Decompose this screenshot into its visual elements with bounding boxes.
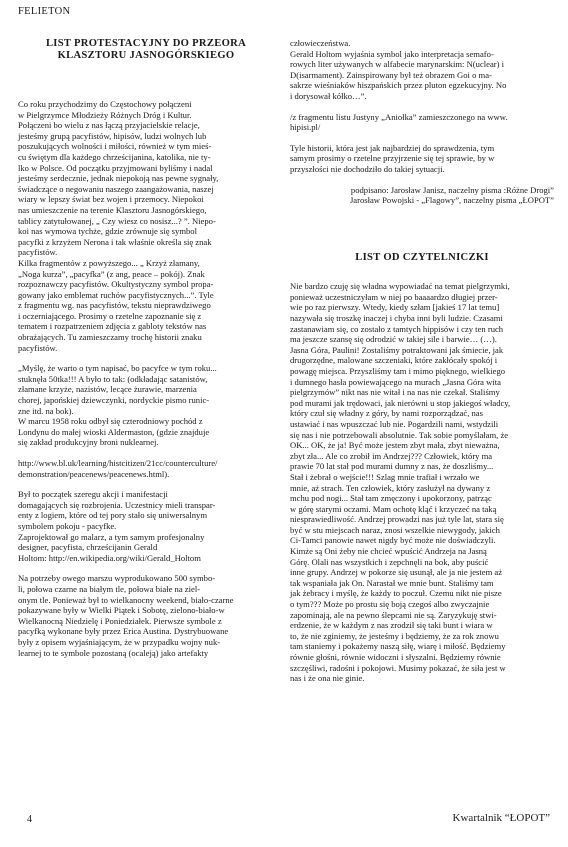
protest-letter-title: LIST PROTESTACYJNY DO PRZEORA KLASZTORU JASNOGÓRSKIEGO — [45, 38, 247, 61]
paragraph: „Myślę, że warto o tym napisać, bo pacyfce w tym roku... stuknęła 50tka!!! A było to tak: (odkładając satanistów, złamane krzyże, nazistów, lecące żurawie, marzenia chorej, japońskiej dziewczynki, nordyckie pismo runic- zne itd. na bok). W marcu 1958 roku odbył się czterodniowy pochód z Londynu do małej wioski Aldermaston, (gdzie znajduje się zakład produkcyjny broni nuklearnej. — [18, 363, 217, 448]
reader-letter-text: Nie bardzo czuję się władna wypowiadać na temat pielgrzymki, ponieważ uczestniczyłam w niej po baaaardzo długiej przer- wie po raz pierwszy. Wtedy, kiedy szłam [jakieś 17 lat temu] nazywała się troszkę inaczej i chyba inni byli ludzie. Czasami zastanawiam się, co zostało z tamtych hippisów i czy ten ruch ma jeszcze szansę się odrodzić w takiej sile i barwie… (…). Jasna Góra, Paulini! Zostaliśmy potraktowani jak śmiecie, jak drugorzędne, malowane szczeniaki, które zakłócały spokój i powagę miejsca. Przyszliśmy tam i mimo pięknego, wielkiego i dumnego hasła powiewającego na murach „Jasna Góra wita pielgrzymów” nikt nas nie witał i na nas nie czekał. Staliśmy pod murami jak trędowaci, jak nierówni u stop jakiegoś władcy, który czuł się władny z góry, by nami rozporządzać, nas ustawiać i nas wpuszczać lub nie. Pogardzili nami, wstydzili się nas i nie potrzebowali absolutnie. Tak sobie pomyślałam, że OK... OK, że ja! Być może jestem zbyt mała, zbyt nieważna, zbyt zła... Ale co zrobił im Andrzej??? Człowiek, który ma prawie 70 lat stał pod murami dumny z nas, że doszliśmy... Stał i żebrał o wejście!!! Szlag mnie trafiał i wrzało we mnie, aż strach. Ten człowiek, który zasłużył na dywany z mchu pod nogi... Stał tam zmęczony i upokorzony, patrząc w górę starymi oczami. Mam ochotę kląć i krzyczeć na taką niesprawiedliwość. Andrzej prowadzi nas już tyle lat, stara się być w stu miejscach naraz, znosi wszelkie niewygody, jakich Ci-Tamci panowie nawet nigdy być może nie doświadczyli. Kimże są Oni żeby nie chcieć wpuścić Andrzeja na Jasną Górę. Olali nas wszystkich i zepchnęli na bok, aby puścić inne grupy. Andrzej w pokorze się usunął, ale ja nie jestem aż tak wspaniała jak On. Narastał we mnie bunt. Staliśmy tam jak żebracy i myślę, że każdy to poczuł. Czemu nikt nie pisze o tym??? Może po prostu się boją czegoś albo zwyczajnie zapominają, ale na pewno ślepcami nie są. Zaryzykuję stwi- erdzenie, że w każdym z nas zrodził się taki bunt i wiara w to, że nie zginiemy, że jesteśmy i będziemy, że za rok znowu tam staniemy i pokażemy naszą siłę, wiarę i miłość. Będziemy równie głośni, równie widoczni i słyszalni. Będziemy równie szczęśliwi, radośni i pokojowi. Musimy pokazać, że siła jest w nas i że ona nie ginie. — [290, 281, 511, 684]
paragraph: Co roku przychodzimy do Częstochowy połączeni w Pielgrzymce Młodzieży Różnych Dróg i Kultur. Połączeni bo wielu z nas łączą przyjacielskie relacje, jesteśmy grupą pacyfistów, hipisów, ludzi wolnych lub poszukujących wolności i miłości, również w tym mieś- cu świętym dla każdego chrześcijanina, katolika, nie ty- lko w Polsce. Od początku przyjmowani byliśmy i nadal jesteśmy serdecznie, jednak niepokoją nas pewne sygnały, świadczące o negowaniu naszego zaangażowania, naszej wiary w lepszy świat bez wojen i przemocy. Niepokoi nas umieszczenie na terenie Klasztoru Jasnogórskiego, tablicy zatytułowanej, „ Czy wiesz co nosisz...? ”. Niepo- koi nas wymowa tychże, gdzie zrównuje się symbol pacyfki z krzyżem Nerona i tak właśnie określa się znak pacyfistów. Kilka fragmentów z powyższego... „ Krzyż złamany, „Noga kurza”, „pacyfka” (z ang, peace – pokój). Znak rozpoznawczy pacyfistów. Okultystyczny symbol propa- gowany jako emblemat ruchów pacyfistycznych...”. Tyle z fragmentu wg. nas pacyfistów, tekstu nieprawdziwego i oczerniającego. Prosimy o rzetelne zapoznanie się z tematem i rozpatrzeniem zdjęcia z gabloty tekstów nas obrażających. Tu zamieszczamy trochę historii znaku pacyfistów. — [18, 99, 219, 353]
paragraph: człowieczeństwa. Gerald Holtom wyjaśnia symbol jako interpretacja semafo- rowych liter używanych w alfabecie marynarskim: N(uclear) i D(isarmament). Zainspirowany był też obrazem Goi o ma- sakrze wieśniaków hiszpańskich przez pluton egzekucyjny. No i dorysował kółko…”. — [290, 38, 507, 101]
paragraph: Tyle historii, która jest jak najbardziej do sprawdzenia, tym samym prosimy o rzetelne przyjrzenie się tej sprawie, by w przyszłości nie dochodziło do takiej sytuacji. — [290, 142, 495, 174]
paragraph: Był to początek szeregu akcji i manifestacji domagających się rozbrojenia. Uczestnicy mieli transpar- enty z logiem, które od tej pory stało się uniwersalnym symbolem pokoju - pacyfke. Zaprojektował go malarz, a tym samym profesjonalny designer, pacyfista, chrześcijanin Gerald Holtom: http://en.wikipedia.org/wiki/Gerald_Holtom — [18, 489, 216, 563]
reader-letter-title: LIST OD CZYTELNICZKI — [355, 251, 489, 263]
source-note: /z fragmentu listu Justyny „Aniołka” zamieszczonego na www. hipisi.pl/ — [290, 111, 508, 133]
section-header: FELIETON — [18, 6, 71, 17]
url-paragraph: http://www.bl.uk/learning/histcitizen/21cc/counterculture/ demonstration/peacenews/peacenews.html). — [18, 458, 218, 479]
signature: podpisano: Jarosław Janisz, naczelny pisma :Różne Drogi” Jarosław Powojski - „Flagowy”, naczelny pisma „ŁOPOT” — [349, 184, 554, 206]
left-column — [18, 38, 274, 668]
right-column — [290, 38, 554, 694]
page-number: 4 — [27, 814, 32, 825]
magazine-name: Kwartalnik “ŁOPOT” — [452, 812, 550, 824]
paragraph: Na potrzeby owego marszu wyprodukowano 500 symbo- li, połowa czarne na białym tle, połowa białe na ziel- onym tle. Ponieważ był to wielkanocny weekend, biało-czarne pokazywane były w Wielki Piątek i Sobotę, zielono-biało-w Wielkanocną Niedzielę i Poniedziałek. Pierwsze symbole z pacyfką wykonane były przez Erica Austina. Dystrybuowane były z opisem wyjaśniającym, że w przypadku wojny nuk- learnej to te symbole pozostaną (ocaleją) jako artefakty — [18, 573, 234, 658]
